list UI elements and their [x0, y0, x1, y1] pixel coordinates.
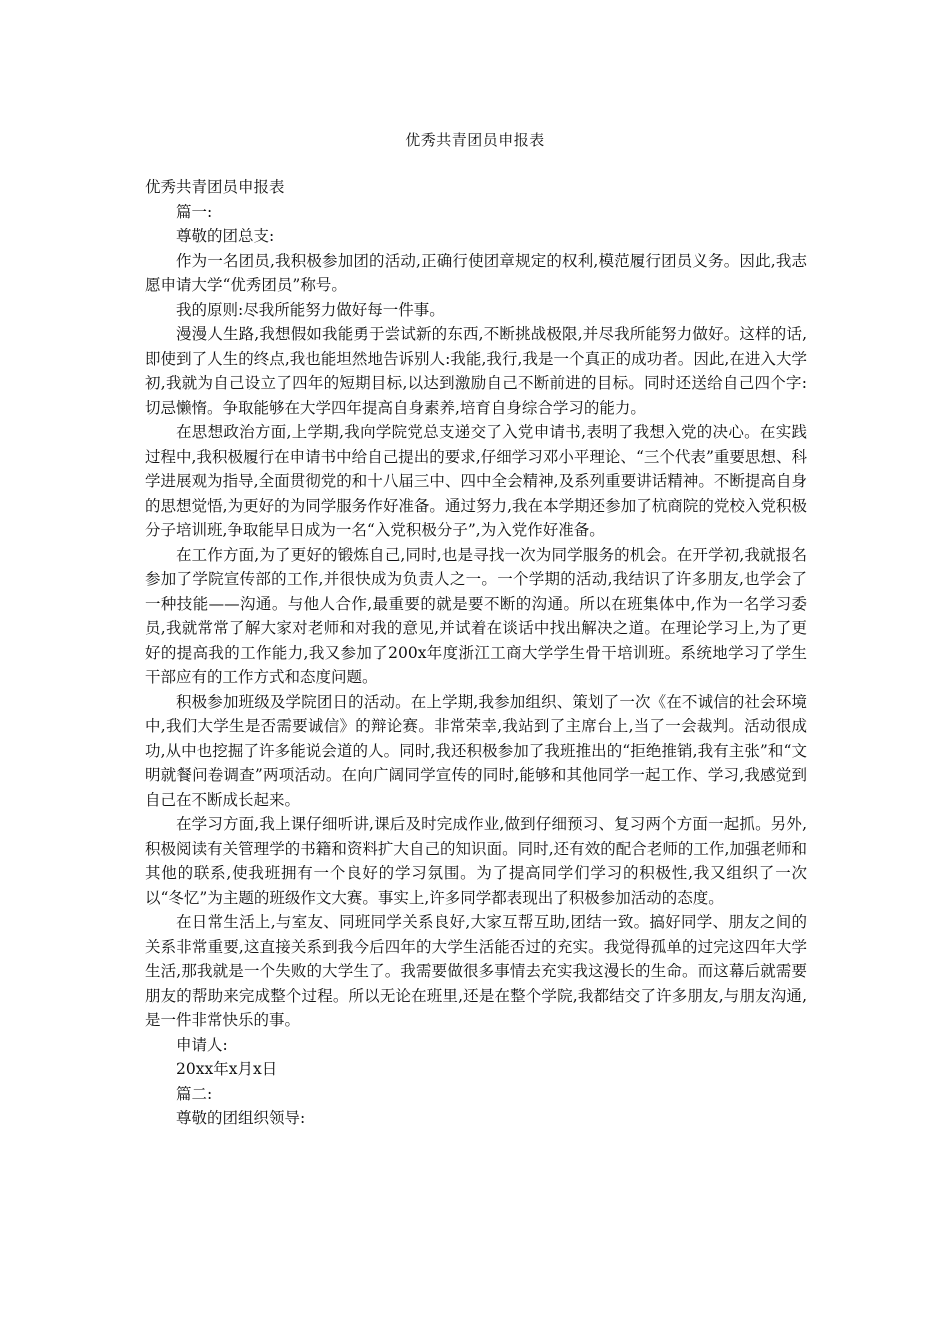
paragraph: 在日常生活上,与室友、同班同学关系良好,大家互帮互助,团结一致。搞好同学、朋友之间的关系非常重要,这直接关系到我今后四年的大学生活能否过的充实。我觉得孤单的过完这四年大学生活,那我就是一个失败的大学生了。我需要做很多事情去充实我这漫长的生命。而这幕后就需要朋友的帮助来完成整个过程。所以无论在班里,还是在整个学院,我都结交了许多朋友,与朋友沟通,是一件非常快乐的事。: [145, 913, 807, 1029]
paragraph: 积极参加班级及学院团日的活动。在上学期,我参加组织、策划了一次《在不诚信的社会环境中,我们大学生是否需要诚信》的辩论赛。非常荣幸,我站到了主席台上,当了一会裁判。活动很成功,从中也挖掘了许多能说会道的人。同时,我还积极参加了我班推出的“拒绝推销,我有主张”和“文明就餐问卷调查”两项活动。在向广阔同学宣传的同时,能够和其他同学一起工作、学习,我感觉到自己在不断成长起来。: [145, 692, 807, 809]
paragraph: 在思想政治方面,上学期,我向学院党总支递交了入党申请书,表明了我想入党的决心。在实践过程中,我积极履行在申请书中给自己提出的要求,仔细学习邓小平理论、“三个代表”重要思想、科学进展观为指导,全面贯彻党的和十八届三中、四中全会精神,及系列重要讲话精神。不断提高自身的思想觉悟,为更好的为同学服务作好准备。通过努力,我在本学期还参加了杭商院的党校入党积极分子培训班,争取能早日成为一名“入党积极分子”,为入党作好准备。: [145, 423, 807, 539]
document-subtitle: 优秀共青团员申报表: [145, 178, 285, 196]
applicant-label: 申请人:: [176, 1035, 228, 1054]
date-line: 20xx年x月x日: [176, 1060, 278, 1078]
part-one-label: 篇一:: [176, 202, 213, 221]
salutation-one: 尊敬的团总支:: [176, 227, 275, 245]
page-title: 优秀共青团员申报表: [405, 131, 545, 149]
paragraph: 漫漫人生路,我想假如我能勇于尝试新的东西,不断挑战极限,并尽我所能努力做好。这样的话,即使到了人生的终点,我也能坦然地告诉别人:我能,我行,我是一个真正的成功者。因此,在进入大学初,我就为自己设立了四年的短期目标,以达到激励自己不断前进的目标。同时还送给自己四个字:切忌懒惰。争取能够在大学四年提高自身素养,培育自身综合学习的能力。: [145, 325, 807, 417]
document-body: [145, 175, 807, 1131]
paragraph: 在工作方面,为了更好的锻炼自己,同时,也是寻找一次为同学服务的机会。在开学初,我就报名参加了学院宣传部的工作,并很快成为负责人之一。一个学期的活动,我结识了许多朋友,也学会了一种技能——沟通。与他人合作,最重要的就是要不断的沟通。所以在班集体中,作为一名学习委员,我就常常了解大家对老师和对我的意见,并试着在谈话中找出解决之道。在理论学习上,为了更好的提高我的工作能力,我又参加了200x年度浙江工商大学学生骨干培训班。系统地学习了学生干部应有的工作方式和态度问题。: [145, 545, 807, 686]
paragraph: 在学习方面,我上课仔细听讲,课后及时完成作业,做到仔细预习、复习两个方面一起抓。另外,积极阅读有关管理学的书籍和资料扩大自己的知识面。同时,还有效的配合老师的工作,加强老师和其他的联系,使我班拥有一个良好的学习氛围。为了提高同学们学习的积极性,我又组织了一次以“冬忆”为主题的班级作文大赛。事实上,许多同学都表现出了积极参加活动的态度。: [145, 815, 807, 907]
salutation-two: 尊敬的团组织领导:: [176, 1109, 306, 1127]
paragraph: 作为一名团员,我积极参加团的活动,正确行使团章规定的权利,模范履行团员义务。因此,我志愿申请大学“优秀团员”称号。: [145, 251, 807, 294]
part-two-label: 篇二:: [176, 1084, 213, 1103]
paragraph: 我的原则:尽我所能努力做好每一件事。: [176, 300, 445, 319]
